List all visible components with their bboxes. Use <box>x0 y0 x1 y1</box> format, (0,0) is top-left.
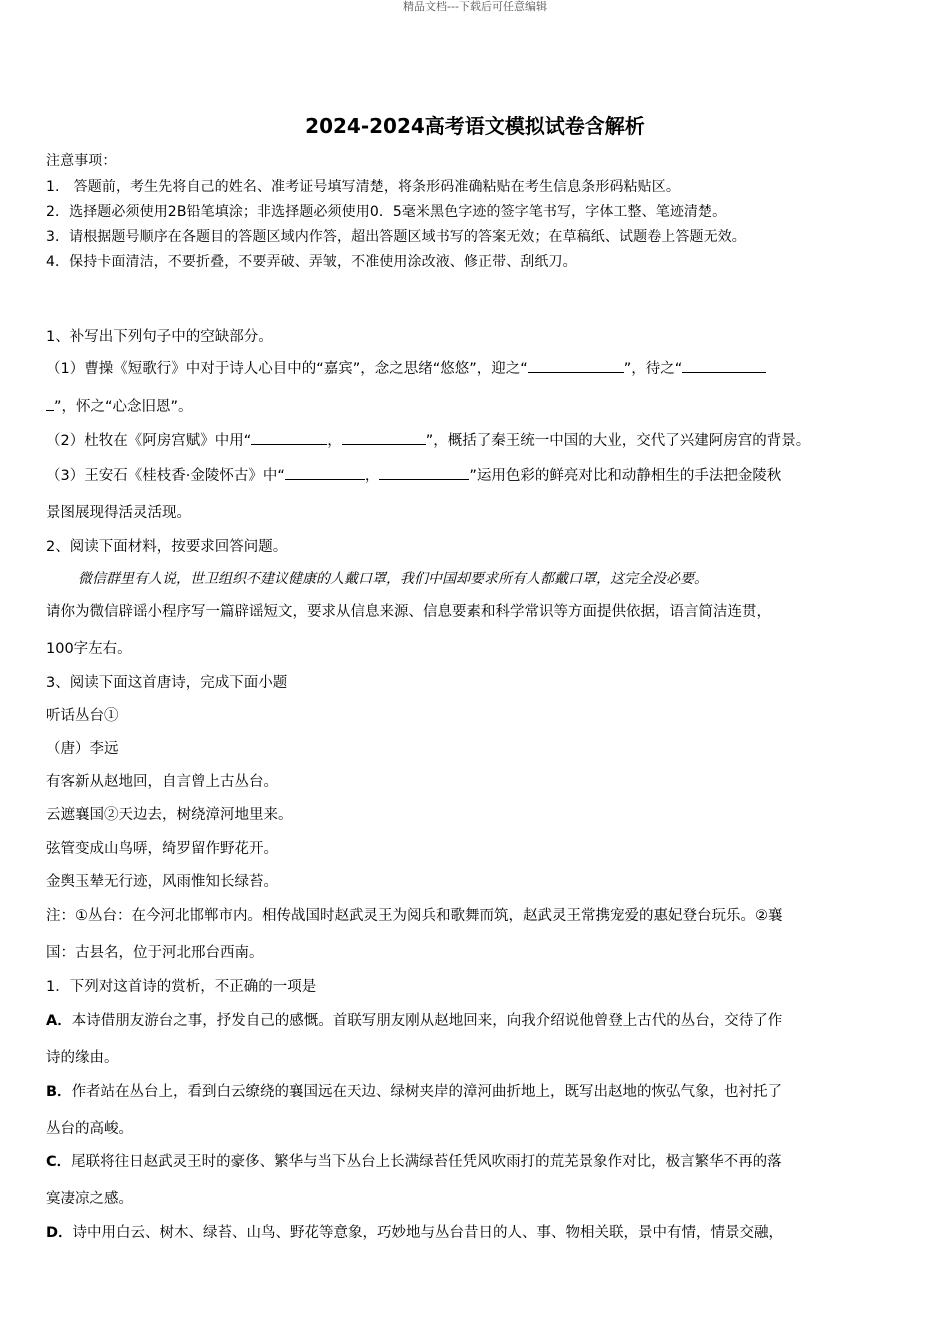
answer-blank[interactable] <box>46 396 54 411</box>
poem-author: （唐）李远 <box>46 741 119 757</box>
option-label: D． <box>46 1225 73 1241</box>
notice-item: 4．保持卡面清洁，不要折叠，不要弄破、弄皱，不准使用涂改液、修正带、刮纸刀。 <box>46 254 577 270</box>
fill-text: ”运用色彩的鲜亮对比和动静相生的手法把金陵秋 <box>469 468 782 484</box>
option-text: 本诗借朋友游台之事，抒发自己的感慨。首联写朋友刚从赵地回来，向我介绍说他曾登上古代的丛台，交待了作 <box>71 1013 783 1029</box>
poem-line: 金舆玉辇无行迹，风雨惟知长绿苔。 <box>46 874 278 890</box>
fill-line <box>46 358 766 380</box>
material-quote: 微信群里有人说，世卫组织不建议健康的人戴口罩，我们中国却要求所有人都戴口罩，这完全没必要。 <box>78 571 708 587</box>
fill-line <box>46 430 810 452</box>
poem-line: 弦管变成山鸟哢，绮罗留作野花开。 <box>46 841 278 857</box>
fill-text: （2）杜牧在《阿房宫赋》中用“ <box>46 433 252 449</box>
answer-blank[interactable] <box>379 465 469 480</box>
fill-text: （3）王安石《桂枝香·金陵怀古》中“ <box>46 468 285 484</box>
fill-text: ， <box>364 468 380 484</box>
answer-blank[interactable] <box>285 465 365 480</box>
requirement-text: 请你为微信辟谣小程序写一篇辟谣短文，要求从信息来源、信息要素和科学常识等方面提供依据，语言简洁连贯， <box>46 604 771 620</box>
answer-blank[interactable] <box>342 430 426 445</box>
notice-item: 1. 答题前，考生先将自己的姓名、准考证号填写清楚，将条形码准确粘贴在考生信息条形码粘贴区。 <box>46 179 680 195</box>
notice-item: 3．请根据题号顺序在各题目的答题区域内作答，超出答题区域书写的答案无效；在草稿纸、试题卷上答题无效。 <box>46 229 746 245</box>
header-note: 精品文档---下载后可任意编辑 <box>403 0 547 13</box>
option-c-cont: 寞凄凉之感。 <box>46 1191 133 1207</box>
fill-line: 景图展现得活灵活现。 <box>46 505 191 521</box>
answer-blank[interactable] <box>251 430 327 445</box>
fill-text: ”，概括了秦王统一中国的大业，交代了兴建阿房宫的背景。 <box>425 433 811 449</box>
fill-text: ， <box>327 433 342 449</box>
sub-question: 1．下列对这首诗的赏析，不正确的一项是 <box>46 979 317 995</box>
option-b-cont: 丛台的高峻。 <box>46 1121 133 1137</box>
option-label: C． <box>46 1154 72 1170</box>
page-title: 2024-2024高考语文模拟试卷含解析 <box>305 114 645 138</box>
poem-line: 有客新从赵地回，自言曾上古丛台。 <box>46 774 278 790</box>
option-c[interactable] <box>46 1151 782 1173</box>
fill-text: ”，怀之“心念旧恩”。 <box>54 399 193 415</box>
option-b[interactable] <box>46 1081 782 1103</box>
fill-line <box>46 465 781 487</box>
option-text: 诗中用白云、树木、绿苔、山鸟、野花等意象，巧妙地与丛台昔日的人、事、物相关联，景中有情，情景交融， <box>72 1225 784 1241</box>
notice-item: 2．选择题必须使用2B铅笔填涂；非选择题必须使用0．5毫米黑色字迹的签字笔书写，字体工整、笔迹清楚。 <box>46 204 727 220</box>
answer-blank[interactable] <box>682 358 766 373</box>
option-label: A． <box>46 1013 72 1029</box>
option-a-cont: 诗的缘由。 <box>46 1050 119 1066</box>
poem-title: 听话丛台① <box>46 708 119 724</box>
question-stem: 1、补写出下列句子中的空缺部分。 <box>46 329 273 345</box>
option-text: 尾联将往日赵武灵王时的豪侈、繁华与当下丛台上长满绿苔任凭风吹雨打的荒芜景象作对比，极言繁华不再的落 <box>71 1154 782 1170</box>
fill-text: （1）曹操《短歌行》中对于诗人心目中的“嘉宾”，念之思绪“悠悠”，迎之“ <box>46 361 528 377</box>
fill-text: ”，待之“ <box>623 361 683 377</box>
poem-line: 云遮襄国②天边去，树绕漳河地里来。 <box>46 807 293 823</box>
fill-line <box>46 396 193 418</box>
answer-blank[interactable] <box>528 358 624 373</box>
question-stem: 2、阅读下面材料，按要求回答问题。 <box>46 539 288 555</box>
option-a[interactable] <box>46 1010 782 1032</box>
requirement-text: 100字左右。 <box>46 641 132 657</box>
question-stem: 3、阅读下面这首唐诗，完成下面小题 <box>46 675 288 691</box>
poem-note: 国：古县名，位于河北邢台西南。 <box>46 945 264 961</box>
option-label: B． <box>46 1084 72 1100</box>
option-text: 作者站在丛台上，看到白云缭绕的襄国远在天边、绿树夹岸的漳河曲折地上，既写出赵地的恢弘气象，也衬托了 <box>71 1084 783 1100</box>
notice-heading: 注意事项： <box>46 153 117 169</box>
poem-note: 注：①丛台：在今河北邯郸市内。相传战国时赵武灵王为阅兵和歌舞而筑，赵武灵王常携宠爱的惠妃登台玩乐。②襄 <box>46 908 783 924</box>
option-d[interactable] <box>46 1222 783 1244</box>
